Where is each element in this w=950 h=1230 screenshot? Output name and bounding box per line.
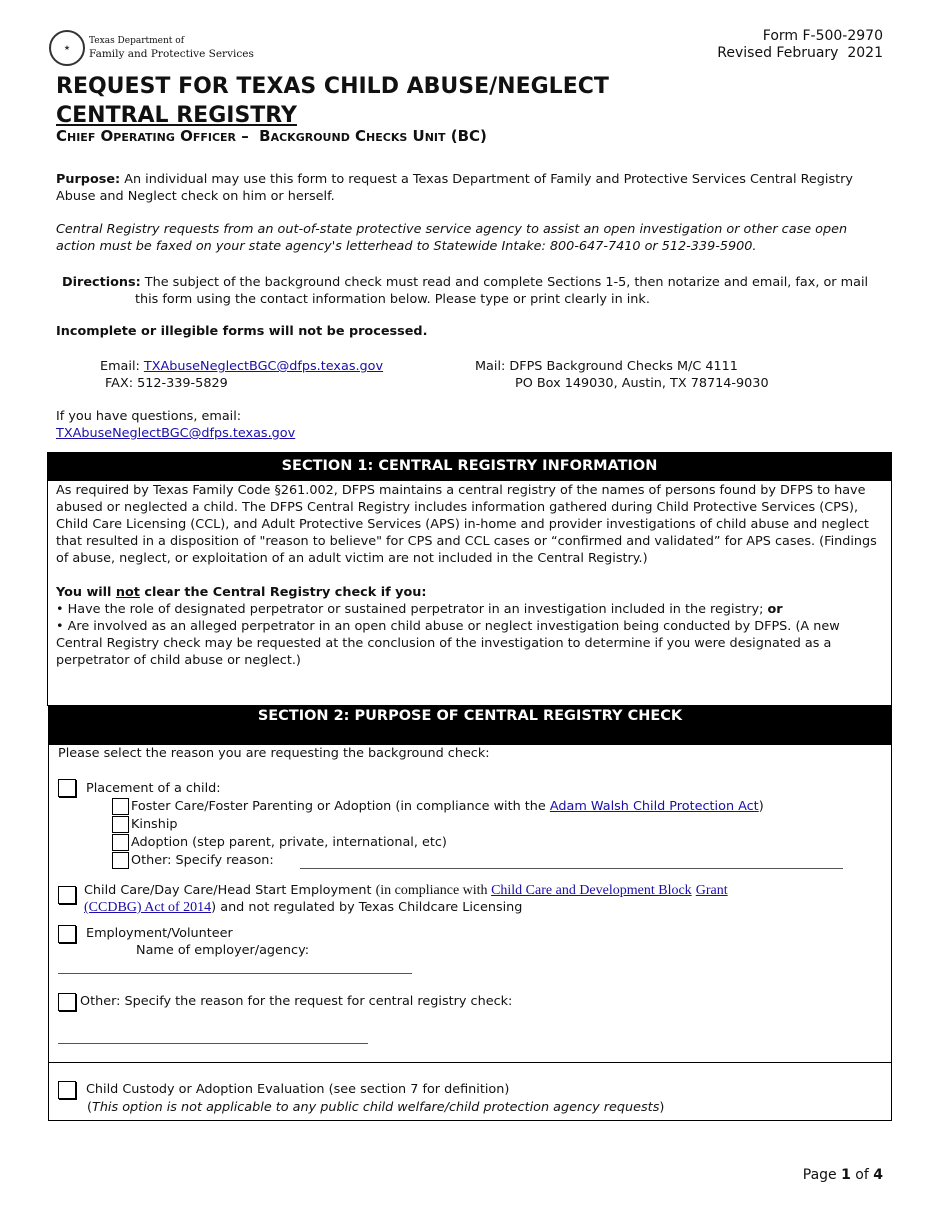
section2-prompt: Please select the reason you are requesting the background check:: [58, 746, 490, 761]
incomplete-warning: Incomplete or illegible forms will not be processed.: [56, 324, 428, 339]
other-request-checkbox[interactable]: [58, 993, 76, 1011]
title-line2: CENTRAL REGISTRY: [56, 103, 297, 128]
questions-email-link[interactable]: TXAbuseNeglectBGC@dfps.texas.gov: [56, 426, 296, 441]
employer-name-label: Name of employer/agency:: [136, 943, 310, 958]
foster-option: Foster Care/Foster Parenting or Adoption (in compliance with the Adam Walsh Child Protection Act): [112, 798, 764, 815]
kinship-checkbox[interactable]: [112, 816, 129, 833]
section1-body: [47, 481, 892, 706]
title-line1: REQUEST FOR TEXAS CHILD ABUSE/NEGLECT: [56, 74, 609, 99]
bullet-1: • Have the role of designated perpetrator or sustained perpetrator in an investigation included in the registry; or: [56, 602, 783, 617]
ccdbg-grant-link[interactable]: Grant: [695, 883, 728, 898]
other-placement-reason-field[interactable]: [300, 852, 843, 869]
section2-header: SECTION 2: PURPOSE OF CENTRAL REGISTRY CHECK: [48, 705, 892, 745]
kinship-option: Kinship: [112, 816, 178, 833]
adoption-option: Adoption (step parent, private, international, etc): [112, 834, 447, 851]
out-of-state-note: Central Registry requests from an out-of-state protective service agency to assist an open investigation or other case open action must be faxed on your state agency's letterhead to Statewide Intake: 800-647-7410 or 512-339-5900.: [56, 222, 848, 254]
mail-line2: PO Box 149030, Austin, TX 78714-9030: [515, 376, 769, 391]
childcare-checkbox[interactable]: [58, 886, 76, 904]
adam-walsh-link[interactable]: Adam Walsh Child Protection Act: [549, 799, 759, 814]
bullet-2: • Are involved as an alleged perpetrator in an open child abuse or neglect investigation being conducted by DFPS. (A new Central Registry check may be requested at the conclusion of the investigation to determine if you were designated as a perpetrator of child abuse or neglect.): [56, 619, 840, 668]
adoption-checkbox[interactable]: [112, 834, 129, 851]
form-number: Form F-500-2970: [762, 28, 883, 44]
mail-line1: Mail: DFPS Background Checks M/C 4111: [475, 359, 738, 374]
custody-label: Child Custody or Adoption Evaluation (see section 7 for definition): [86, 1082, 510, 1097]
section1-text: As required by Texas Family Code §261.002, DFPS maintains a central registry of the names of persons found by DFPS to have abused or neglected a child. The DFPS Central Registry includes information gathered during Child Protective Services (CPS), Child Care Licensing (CCL), and Adult Protective Services (APS) in-home and provider investigations of child abuse and neglect that resulted in a disposition of "reason to believe" for CPS and CCL cases or “confirmed and validated” for APS cases. (Findings of abuse, neglect, or exploitation of an adult victim are not included in the Central Registry.): [56, 483, 877, 566]
dfps-seal-icon: ★: [49, 30, 85, 66]
foster-checkbox[interactable]: [112, 798, 129, 815]
other-request-label: Other: Specify the reason for the request for central registry check:: [80, 994, 513, 1009]
custody-checkbox[interactable]: [58, 1081, 76, 1099]
clear-heading: You will not clear the Central Registry check if you:: [56, 585, 427, 600]
logo-line2: Family and Protective Services: [89, 48, 254, 60]
placement-label: Placement of a child:: [86, 781, 221, 796]
custody-note: (This option is not applicable to any public child welfare/child protection agency requests): [87, 1100, 665, 1115]
employment-checkbox[interactable]: [58, 925, 76, 943]
dfps-logo: [49, 30, 254, 66]
purpose-paragraph: Purpose: An individual may use this form to request a Texas Department of Family and Protective Services Central Registry Abuse and Neglect check on him or herself.: [56, 172, 853, 204]
page-title: [56, 72, 728, 130]
childcare-label: Child Care/Day Care/Head Start Employment (in compliance with Child Care and Development Block Grant (CCDBG) Act of 2014) and not regulated by Texas Childcare Licensing: [84, 883, 728, 915]
employment-label: Employment/Volunteer: [86, 926, 233, 941]
ccdbg-link[interactable]: Child Care and Development Block: [491, 883, 692, 898]
questions-label: If you have questions, email:: [56, 409, 242, 424]
ccdbg-act-link[interactable]: (CCDBG) Act of 2014: [84, 900, 212, 915]
fax-contact: FAX: 512-339-5829: [105, 376, 228, 391]
section1-header: SECTION 1: CENTRAL REGISTRY INFORMATION: [47, 452, 892, 481]
other-placement-option: Other: Specify reason:: [112, 852, 274, 869]
placement-checkbox[interactable]: [58, 779, 76, 797]
subtitle: Chief Operating Officer – Background Checks Unit (BC): [56, 127, 487, 145]
email-contact: Email: TXAbuseNeglectBGC@dfps.texas.gov: [100, 359, 384, 374]
directions-paragraph: Directions: The subject of the background check must read and complete Sections 1-5, then notarize and email, fax, or mail this form using the contact information below. Please type or print clearly in ink.: [62, 275, 869, 307]
revised-date: Revised February 2021: [717, 45, 883, 61]
employer-name-field[interactable]: [58, 957, 412, 974]
page-number: Page 1 of 4: [802, 1167, 883, 1183]
email-link[interactable]: TXAbuseNeglectBGC@dfps.texas.gov: [143, 359, 384, 374]
other-request-reason-field[interactable]: [58, 1027, 368, 1044]
other-placement-checkbox[interactable]: [112, 852, 129, 869]
form-number-block: [717, 28, 883, 62]
logo-line1: Texas Department of: [89, 36, 185, 46]
